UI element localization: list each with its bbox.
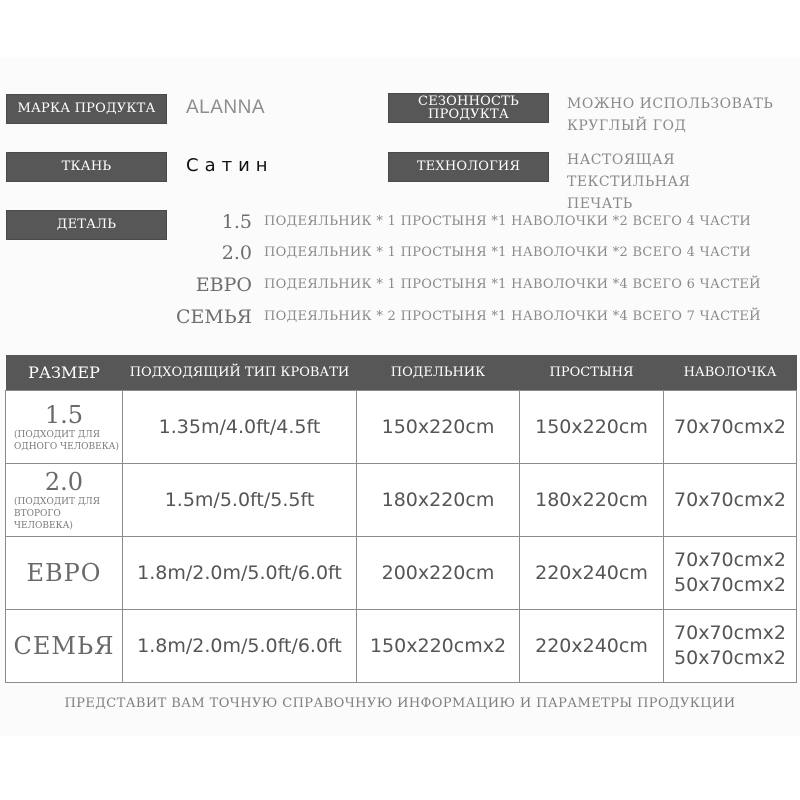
- header-bed-type: ПОДХОДЯЩИЙ ТИП КРОВАТИ: [123, 355, 357, 391]
- detail-size: ЕВРО: [195, 274, 252, 296]
- detail-row-1-5: [160, 207, 800, 237]
- size-value: СЕМЬЯ: [13, 632, 115, 660]
- size-note-line1: (ПОДХОДИТ ДЛЯ: [14, 497, 100, 507]
- bed-cell: 1.8m/2.0m/5.0ft/6.0ft: [123, 537, 357, 610]
- detail-row-euro: [160, 270, 800, 300]
- season-label: [388, 93, 549, 123]
- size-cell: [6, 537, 123, 610]
- bed-cell: 1.35m/4.0ft/4.5ft: [123, 391, 357, 464]
- pillow-cell: [664, 610, 797, 683]
- technology-value: [567, 149, 800, 215]
- pillow-line1: 70x70cmx2: [674, 415, 786, 438]
- duvet-cell: 200x220cm: [357, 537, 520, 610]
- duvet-cell: 150x220cm: [357, 391, 520, 464]
- table-row: [6, 464, 797, 537]
- season-value: [567, 93, 773, 137]
- detail-description: ПОДЕЯЛЬНИК * 1 ПРОСТЫНЯ *1 НАВОЛОЧКИ *2 ВСЕГО 4 ЧАСТИ: [264, 214, 752, 229]
- size-note-line1: (ПОДХОДИТ ДЛЯ: [14, 430, 100, 440]
- sheet-cell: 220x240cm: [520, 610, 664, 683]
- brand-label: МАРКА ПРОДУКТА: [6, 94, 167, 124]
- size-cell: [6, 610, 123, 683]
- pillow-cell: [664, 537, 797, 610]
- detail-description: ПОДЕЯЛЬНИК * 1 ПРОСТЫНЯ *1 НАВОЛОЧКИ *2 ВСЕГО 4 ЧАСТИ: [264, 245, 752, 260]
- pillow-line2: 50x70cmx2: [674, 574, 786, 596]
- pillow-line2: 50x70cmx2: [674, 647, 786, 669]
- pillow-line1: 70x70cmx2: [674, 622, 786, 644]
- detail-label: ДЕТАЛЬ: [6, 210, 167, 240]
- size-value: 1.5: [44, 401, 84, 429]
- size-note-line2: ВТОРОГО ЧЕЛОВЕКА): [14, 509, 73, 531]
- brand-value: ALANNA: [186, 97, 266, 118]
- technology-value-line2: ПЕЧАТЬ: [567, 196, 633, 212]
- detail-size: СЕМЬЯ: [175, 306, 252, 328]
- detail-size: 1.5: [221, 211, 252, 233]
- header-sheet: ПРОСТЫНЯ: [520, 355, 664, 391]
- duvet-cell: 150x220cmx2: [357, 610, 520, 683]
- detail-row-2-0: [160, 238, 800, 268]
- header-pillowcase: НАВОЛОЧКА: [664, 355, 797, 391]
- header-size: РАЗМЕР: [6, 355, 123, 391]
- detail-description: ПОДЕЯЛЬНИК * 2 ПРОСТЫНЯ *1 НАВОЛОЧКИ *4 ВСЕГО 7 ЧАСТЕЙ: [264, 309, 761, 324]
- duvet-cell: 180x220cm: [357, 464, 520, 537]
- size-cell: [6, 391, 123, 464]
- bed-cell: 1.5m/5.0ft/5.5ft: [123, 464, 357, 537]
- pillow-cell: [664, 391, 797, 464]
- season-value-line2: КРУГЛЫЙ ГОД: [567, 118, 687, 134]
- footer-note: ПРЕДСТАВИТ ВАМ ТОЧНУЮ СПРАВОЧНУЮ ИНФОРМАЦИЮ И ПАРАМЕТРЫ ПРОДУКЦИИ: [64, 696, 736, 711]
- fabric-value: Сатин: [186, 155, 274, 176]
- pillow-line1: 70x70cmx2: [674, 549, 786, 571]
- size-note-line2: ОДНОГО ЧЕЛОВЕКА): [14, 442, 120, 452]
- pillow-cell: [664, 464, 797, 537]
- technology-value-line1: НАСТОЯЩАЯ ТЕКСТИЛЬНАЯ: [567, 152, 691, 190]
- sheet-cell: 180x220cm: [520, 464, 664, 537]
- technology-label: ТЕХНОЛОГИЯ: [388, 152, 549, 182]
- detail-row-family: [160, 302, 800, 332]
- season-label-line2: ПРОДУКТА: [428, 107, 509, 122]
- bed-cell: 1.8m/2.0m/5.0ft/6.0ft: [123, 610, 357, 683]
- table-row: [6, 537, 797, 610]
- season-label-line1: СЕЗОННОСТЬ: [418, 94, 519, 109]
- size-table: [5, 355, 797, 683]
- sheet-cell: 220x240cm: [520, 537, 664, 610]
- table-header-row: [6, 355, 797, 391]
- table-row: [6, 391, 797, 464]
- table-row: [6, 610, 797, 683]
- sheet-cell: 150x220cm: [520, 391, 664, 464]
- size-cell: [6, 464, 123, 537]
- header-duvet: ПОДЕЛЬНИК: [357, 355, 520, 391]
- season-value-line1: МОЖНО ИСПОЛЬЗОВАТЬ: [567, 96, 774, 112]
- detail-size: 2.0: [221, 242, 252, 264]
- size-value: 2.0: [44, 468, 84, 496]
- fabric-label: ТКАНЬ: [6, 152, 167, 182]
- detail-description: ПОДЕЯЛЬНИК * 1 ПРОСТЫНЯ *1 НАВОЛОЧКИ *4 ВСЕГО 6 ЧАСТЕЙ: [264, 277, 761, 292]
- size-value: ЕВРО: [26, 559, 102, 587]
- pillow-line1: 70x70cmx2: [674, 488, 786, 511]
